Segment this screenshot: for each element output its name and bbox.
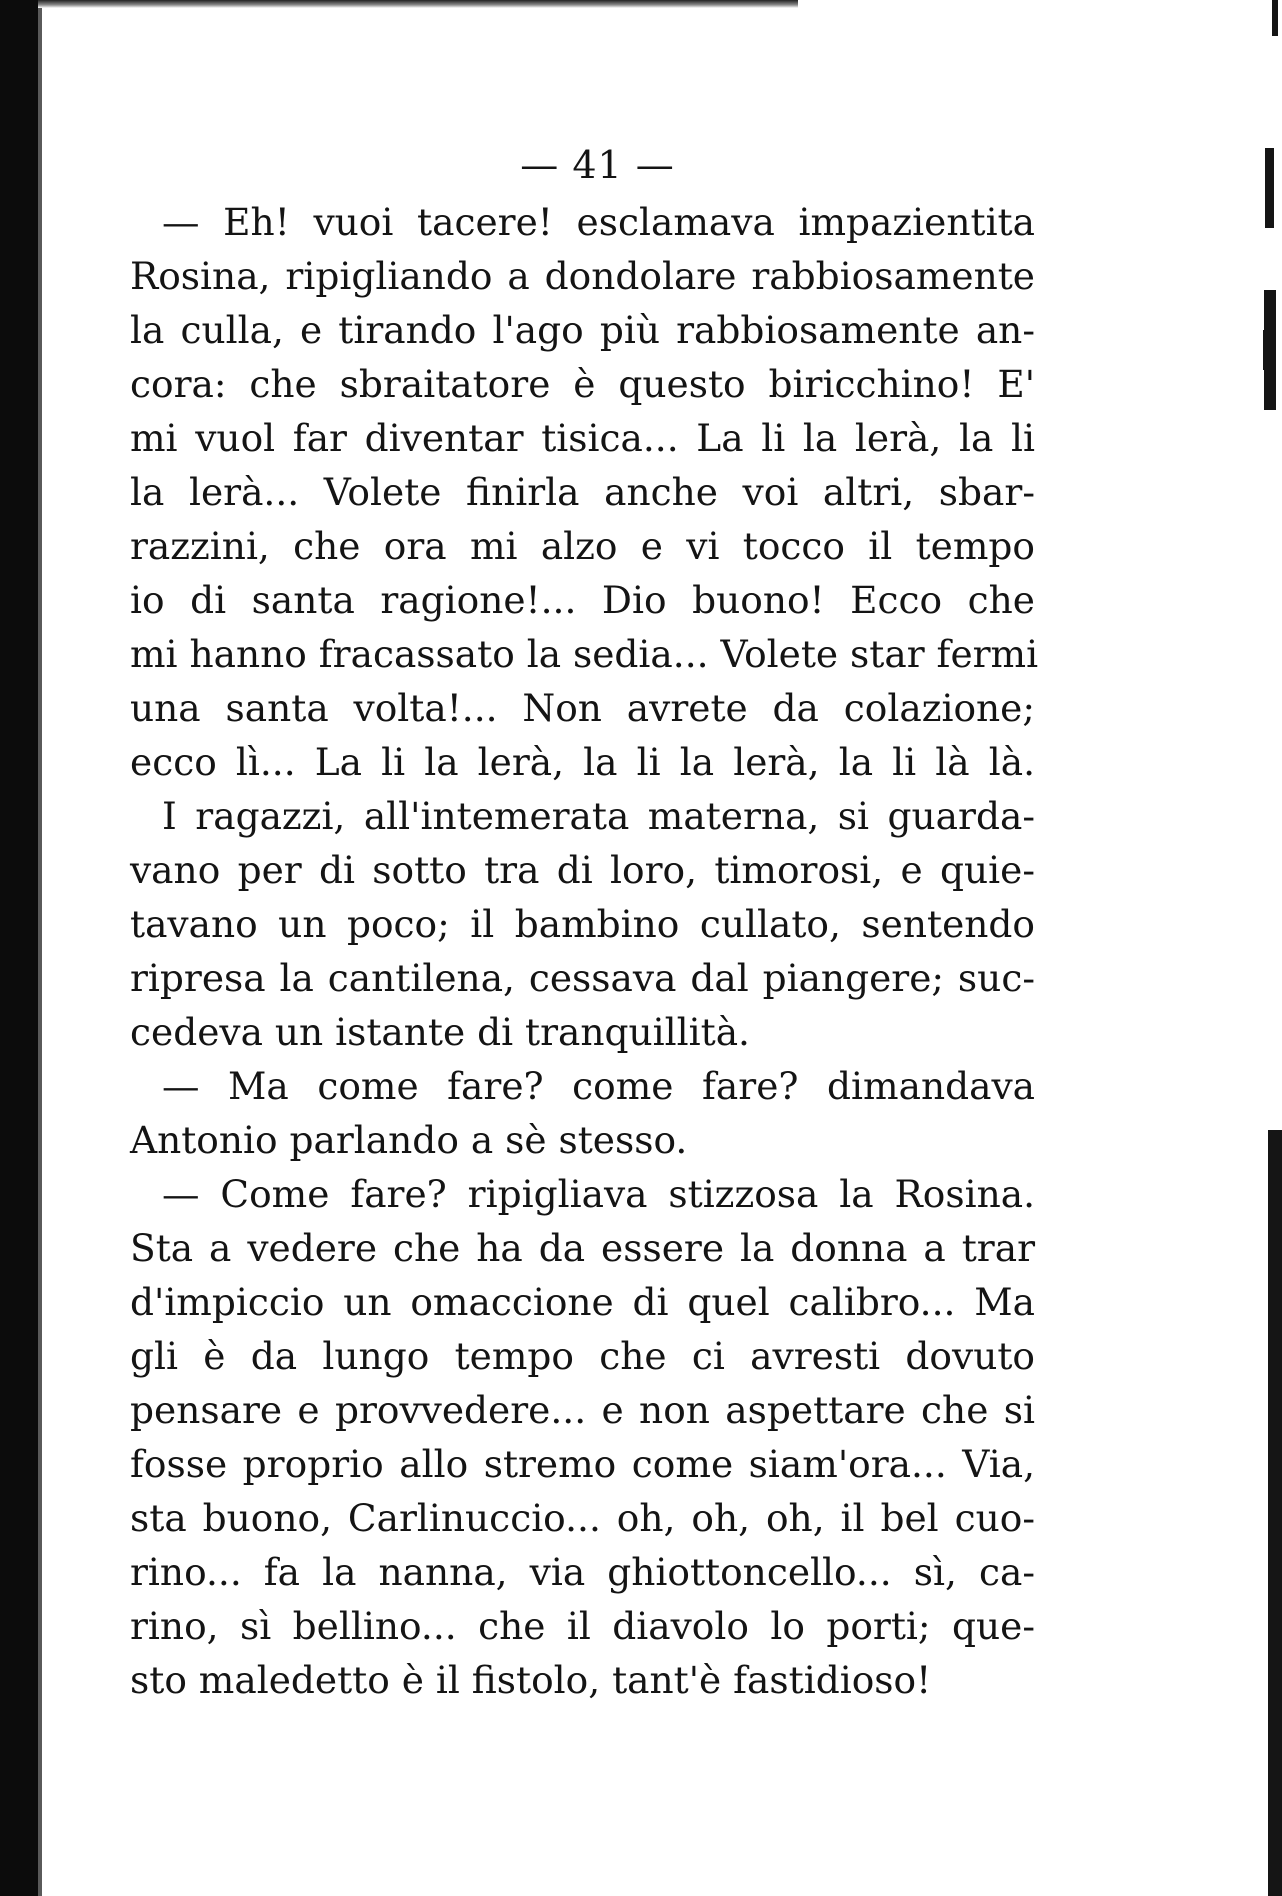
text-line: sto maledetto è il fistolo, tant'è fastidioso! (130, 1658, 932, 1702)
text-line: rino, sì bellino... che il diavolo lo porti; que- (130, 1604, 1035, 1648)
text-line: I ragazzi, all'intemerata materna, si guarda- (162, 794, 1035, 838)
scan-border-left (0, 0, 38, 1896)
text-line: mi vuol far diventar tisica... La li la lerà, la li (130, 416, 1035, 460)
text-line: tavano un poco; il bambino cullato, sentendo (130, 902, 1035, 946)
text-line: Antonio parlando a sè stesso. (130, 1118, 688, 1162)
text-line: rino... fa la nanna, via ghiottoncello... sì, ca- (130, 1550, 1035, 1594)
text-line: la lerà... Volete finirla anche voi altri, sbar- (130, 470, 1035, 514)
scan-border-top (38, 0, 798, 8)
scan-border-right (1268, 1130, 1282, 1896)
scan-border-left-shadow (38, 0, 42, 1896)
text-line: — Come fare? ripigliava stizzosa la Rosina. (162, 1172, 1035, 1216)
text-line: una santa volta!... Non avrete da colazione; (130, 686, 1035, 730)
text-line: sta buono, Carlinuccio... oh, oh, oh, il bel cuo- (130, 1496, 1035, 1540)
text-line: — Ma come fare? come fare? dimandava (162, 1064, 1035, 1108)
paragraph (130, 1167, 1035, 1707)
scan-mark (1263, 330, 1268, 370)
text-line: pensare e provvedere... e non aspettare che si (130, 1388, 1035, 1432)
text-line: gli è da lungo tempo che ci avresti dovuto (130, 1334, 1035, 1378)
text-line: d'impiccio un omaccione di quel calibro... Ma (130, 1280, 1035, 1324)
text-line: cedeva un istante di tranquillità. (130, 1010, 750, 1054)
scan-mark (1265, 148, 1274, 228)
text-line: cora: che sbraitatore è questo biricchino! E' (130, 362, 1035, 406)
text-line: razzini, che ora mi alzo e vi tocco il tempo (130, 524, 1035, 568)
text-line: ripresa la cantilena, cessava dal piangere; suc- (130, 956, 1035, 1000)
page-number: — 41 — (520, 143, 675, 187)
text-line: la culla, e tirando l'ago più rabbiosamente an- (130, 308, 1035, 352)
paragraph (130, 1059, 1035, 1167)
text-line: — Eh! vuoi tacere! esclamava impazientita (162, 200, 1035, 244)
text-line: fosse proprio allo stremo come siam'ora... Via, (130, 1442, 1035, 1486)
text-line: mi hanno fracassato la sedia... Volete star fermi (130, 632, 1039, 676)
text-line: io di santa ragione!... Dio buono! Ecco che (130, 578, 1035, 622)
text-line: ecco lì... La li la lerà, la li la lerà, la li là là. (130, 740, 1035, 784)
paragraph (130, 195, 1039, 789)
text-line: vano per di sotto tra di loro, timorosi, e quie- (130, 848, 1035, 892)
page-body (130, 135, 1039, 1707)
scan-mark (1272, 0, 1278, 36)
text-line: Rosina, ripigliando a dondolare rabbiosamente (130, 254, 1035, 298)
text-line: Sta a vedere che ha da essere la donna a trar (130, 1226, 1035, 1270)
paragraph (130, 789, 1035, 1059)
